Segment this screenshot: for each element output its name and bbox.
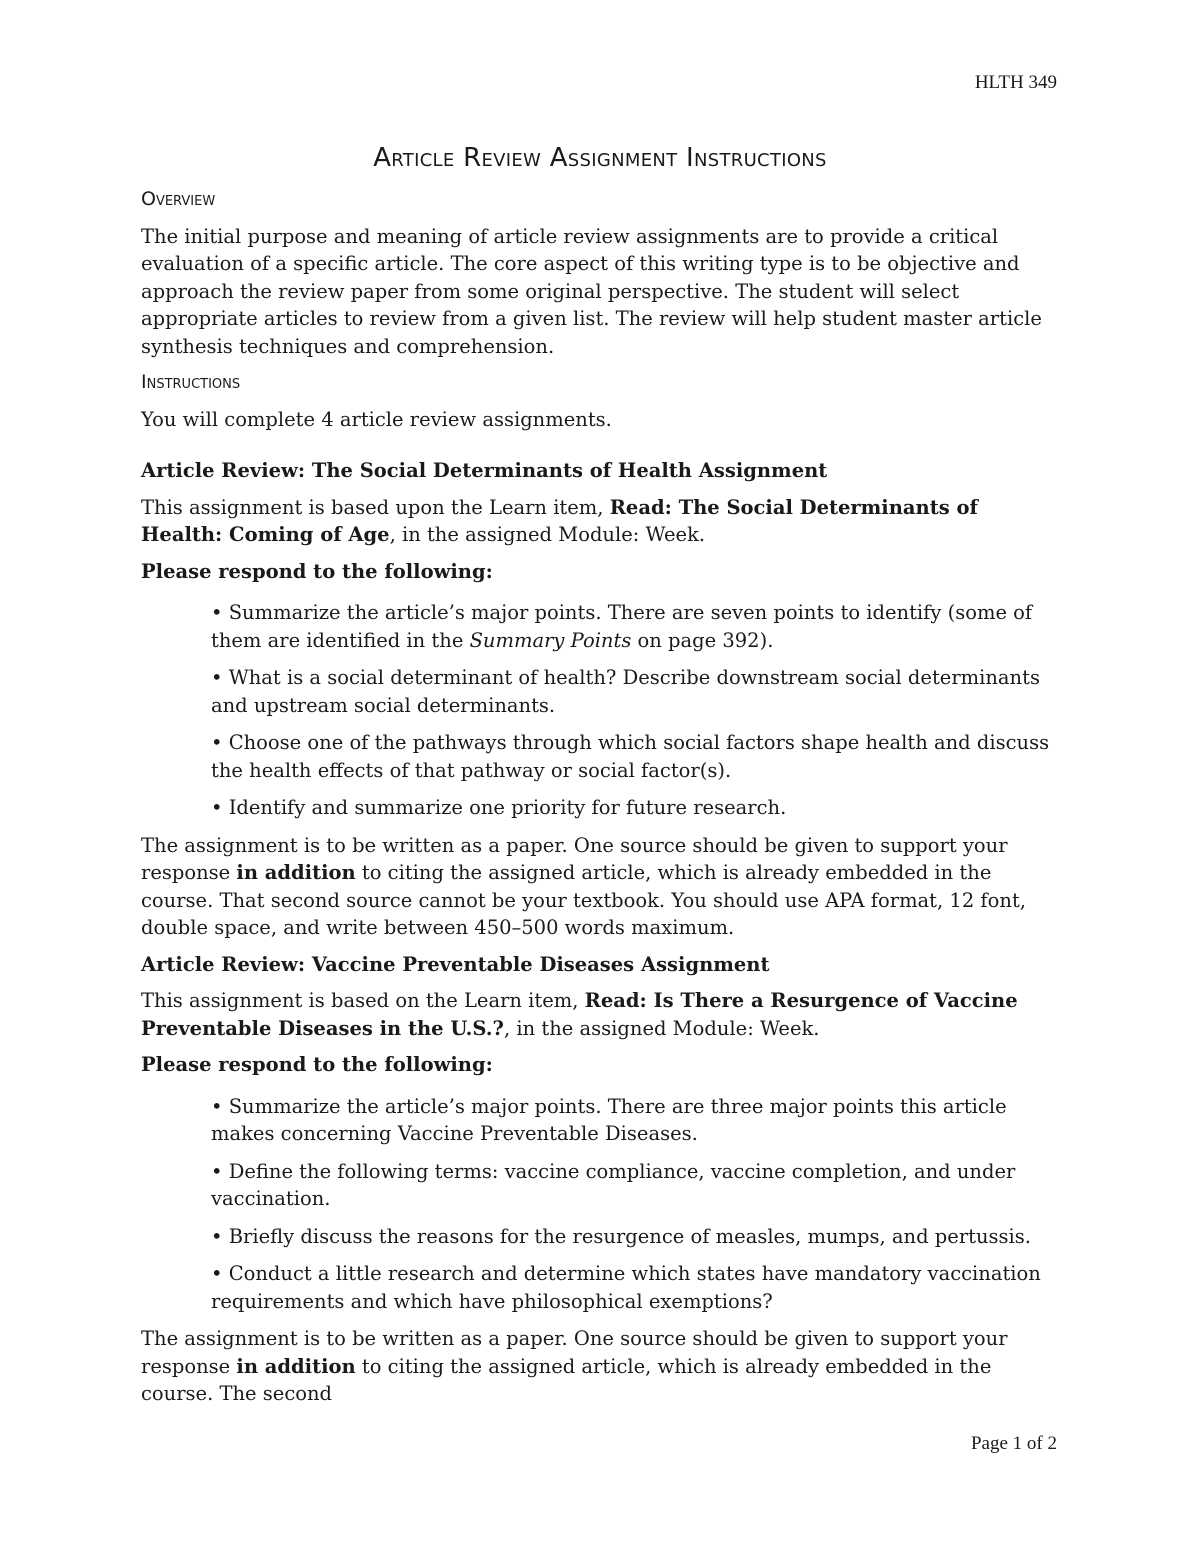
assignment2-bullet-1: • Summarize the article’s major points. There are three major points this article makes concerning Vaccine Preventable Diseases.: [211, 1094, 1007, 1145]
assignment1-intro-pre: This assignment is based upon the Learn item,: [141, 495, 610, 519]
assignment2-intro-pre: This assignment is based on the Learn item,: [141, 989, 585, 1012]
assignment2-bullet-4: • Conduct a little research and determine which states have mandatory vaccination requirements and which have philosophical exemptions?: [211, 1262, 1041, 1313]
assignment2-bullet-list: [141, 1093, 1061, 1316]
assignment1-respond-label: Please respond to the following:: [141, 559, 493, 583]
overview-heading: Overview: [141, 188, 216, 210]
assignment1-heading: Article Review: The Social Determinants of Health Assignment: [141, 459, 828, 482]
assignment1-intro-post: , in the assigned Module: Week.: [389, 523, 706, 546]
assignment1-bullet-list: [141, 599, 1061, 822]
assignment2-respond-label: Please respond to the following:: [141, 1053, 493, 1076]
summary-points-ref: Summary Points: [469, 628, 632, 652]
emphasis-text: in addition: [236, 861, 356, 884]
assignment2-heading: Article Review: Vaccine Preventable Diseases Assignment: [141, 952, 770, 976]
assignment2-bullet-3: • Briefly discuss the reasons for the resurgence of measles, mumps, and pertussis.: [211, 1224, 1031, 1248]
assignment1-bullet-3: • Choose one of the pathways through which social factors shape health and discuss the health effects of that pathway or social factor(s).: [211, 731, 1050, 782]
bullet-text: • Summarize the article’s major points. There are seven points to identify (some of them are identified in the: [211, 601, 1033, 652]
assignment2-bullet-2: • Define the following terms: vaccine compliance, vaccine completion, and under vaccination.: [211, 1159, 1016, 1210]
assignment2-reading-title: Read: Is There a Resurgence of Vaccine Preventable Diseases in the U.S.?: [141, 989, 1018, 1040]
assignment1-bullet-4: • Identify and summarize one priority for future research.: [211, 796, 787, 819]
page-title: Article Review Assignment Instructions: [373, 143, 827, 173]
assignment2-intro: [141, 987, 1061, 1042]
assignment2-closing: [141, 1325, 1061, 1408]
closing-text: to citing the assigned article, which is already embedded in the course. That second source cannot be your textbook. You should use APA format, 12 font, double space, and write between 450–500 words maximum.: [141, 861, 1026, 939]
closing-text: The assignment is to be written as a paper. One source should be given to support your response: [141, 833, 1008, 884]
document-body: [141, 186, 1061, 1408]
assignment1-reading-title: Read: The Social Determinants of Health: Coming of Age: [141, 495, 978, 546]
page-number: Page 1 of 2: [970, 1433, 1057, 1454]
assignment1-closing: [141, 832, 1061, 942]
instructions-text: You will complete 4 article review assignments.: [141, 407, 612, 431]
emphasis-text: in addition: [236, 1354, 356, 1378]
instructions-heading: Instructions: [141, 371, 241, 393]
assignment1-bullet-2: • What is a social determinant of health? Describe downstream social determinants and upstream social determinants.: [211, 666, 1040, 717]
assignment1-intro: [141, 494, 1061, 549]
assignment1-bullet-1: [211, 599, 1061, 654]
assignment2-intro-post: , in the assigned Module: Week.: [504, 1016, 820, 1040]
overview-text: The initial purpose and meaning of article review assignments are to provide a critical evaluation of a specific article. The core aspect of this writing type is to be objective and approach the review paper from some original perspective. The student will select appropriate articles to review from a given list. The review will help student master article synthesis techniques and comprehension.: [141, 224, 1042, 358]
closing-text: to citing the assigned article, which is already embedded in the course. The second: [141, 1354, 992, 1405]
bullet-text: on page 392).: [631, 628, 774, 652]
closing-text: The assignment is to be written as a paper. One source should be given to support your response: [141, 1327, 1008, 1378]
course-code: HLTH 349: [974, 72, 1057, 93]
